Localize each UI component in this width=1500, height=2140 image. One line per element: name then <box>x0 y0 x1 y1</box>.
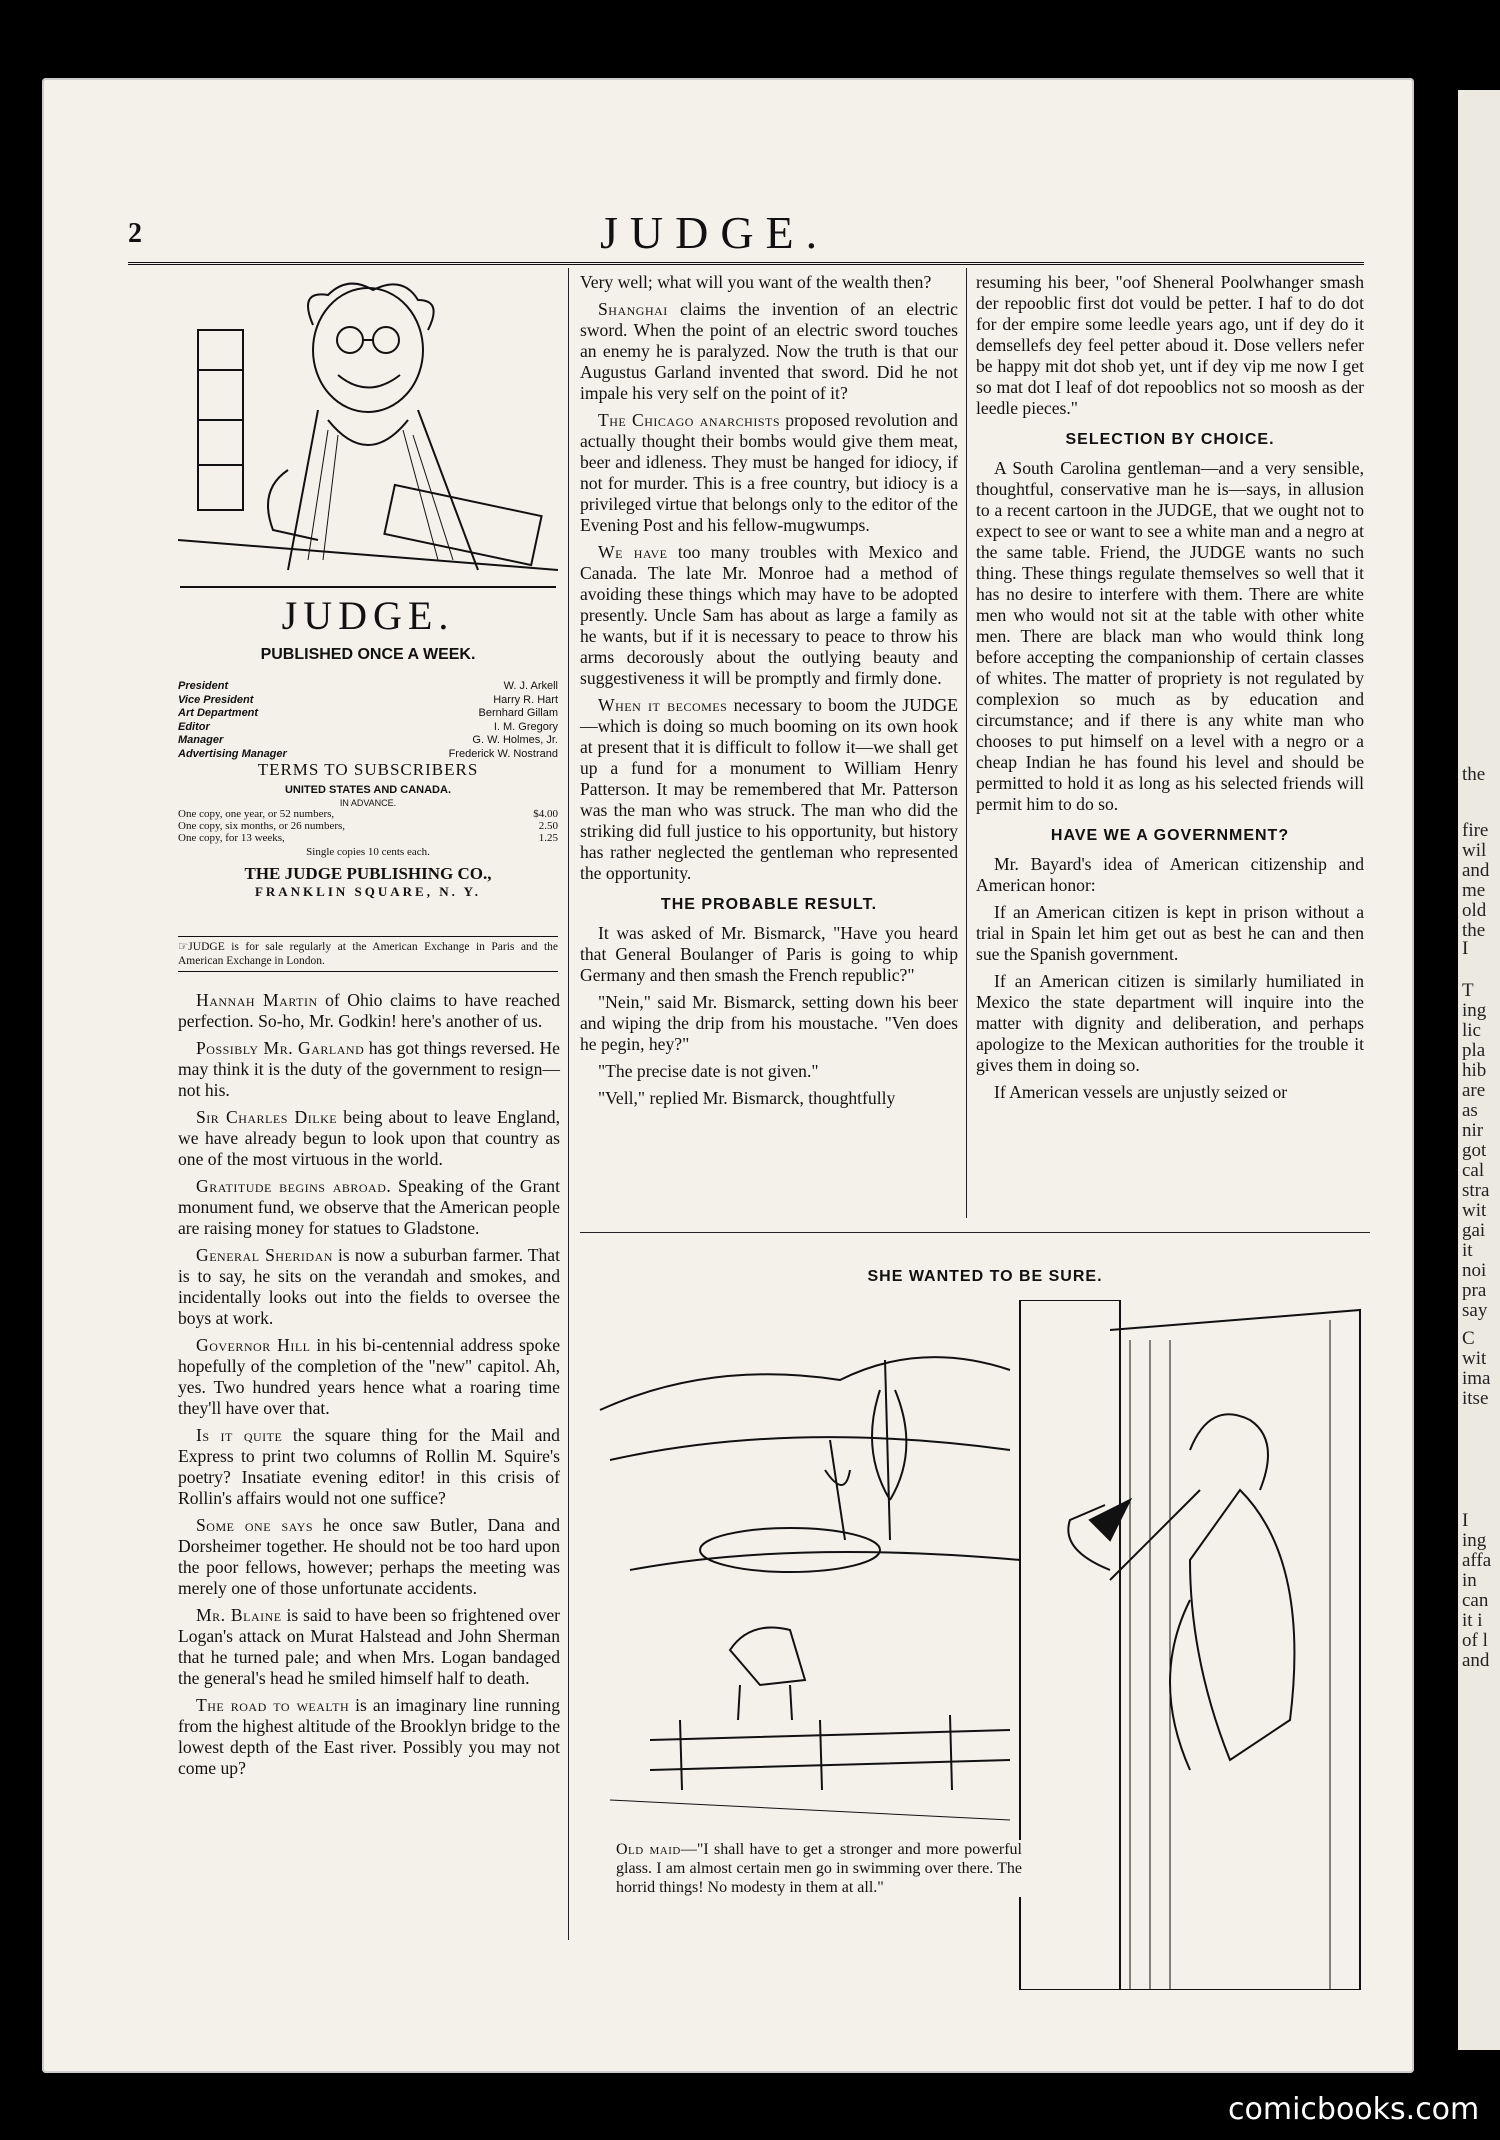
news-item <box>178 1425 560 1509</box>
staff-row <box>178 694 558 708</box>
sale-notice: ☞JUDGE is for sale regularly at the American Exchange in Paris and the American Exchange in London. <box>178 936 558 972</box>
news-item-text: proposed revolution and actually thought their bombs would give them meat, beer and idleness. They must be hanged for idiocy, if not for murder. This is a free country, but idiocy is a privileged virtue that belongs only to the editor of the Evening Post and his fellow-mugwumps. <box>580 410 958 535</box>
news-item-lead: Is it quite <box>196 1425 283 1445</box>
news-item <box>178 1515 560 1599</box>
price-list <box>178 808 558 844</box>
news-item-text: is an imaginary line running from the highest altitude of the Brooklyn bridge to the lowest depth of the East river. Possibly you may not come up? <box>178 1695 560 1778</box>
news-item-lead: Sir Charles Dilke <box>196 1107 338 1127</box>
publisher-name: THE JUDGE PUBLISHING CO., <box>244 864 492 883</box>
fragment-word: it <box>1462 1240 1473 1261</box>
news-item <box>178 1107 560 1170</box>
article-paragraph: If an American citizen is kept in prison without a trial in Spain let him get out as best he can and then sue the Spanish government. <box>976 902 1364 964</box>
publisher-address: FRANKLIN SQUARE, N. Y. <box>254 884 482 899</box>
section-heading: HAVE WE A GOVERNMENT? <box>1050 827 1290 844</box>
news-item-text: in his bi-centennial address spoke hopefully of the completion of the "new" capitol. Ah, yes. Two hundred years hence what a roaring time they'll have over that. <box>178 1335 560 1418</box>
fragment-word: say <box>1462 1300 1488 1321</box>
fragment-word: nir <box>1462 1120 1484 1141</box>
terms-advance: IN ADVANCE. <box>339 798 397 808</box>
news-item-text: too many troubles with Mexico and Canada. The late Mr. Monroe had a method of avoiding these things which may have to be adopted presently. Uncle Sam has about as large a family as he wants, but if it is necessary to peace to throw his arms decorously about the outlying beauty and suggestiveness it will be promptly and firmly done. <box>580 542 958 688</box>
fragment-word: the <box>1462 920 1486 941</box>
published-weekly: PUBLISHED ONCE A WEEK. <box>260 646 476 663</box>
masthead: JUDGE. <box>600 207 830 258</box>
staff-row <box>178 721 558 735</box>
fragment-word: I <box>1462 938 1469 959</box>
cartoon-top-rule <box>580 1232 1370 1233</box>
fragment-word: in <box>1462 1570 1477 1591</box>
next-page-strip <box>1458 90 1500 2050</box>
fragment-word: of l <box>1462 1630 1488 1651</box>
masthead-small: JUDGE. <box>180 586 556 639</box>
caption-speaker: Old maid <box>616 1841 681 1858</box>
continued-text: Very well; what will you want of the wealth then? <box>580 272 932 292</box>
news-item-lead: Gratitude begins abroad. <box>196 1176 392 1196</box>
continued-text: resuming his beer, "oof Sheneral Poolwhanger smash der repooblic first dot vould be petter. I haf to do dot for der empire some leedle years ago, unt if dey do it demsellefs dey feel petter aboud it. Dose vellers nefer be happy mit dot shob yet, unt if dey vip me now I get so mat dot I leaf of dot repooblics not so moosh as der leedle pieces." <box>976 272 1364 418</box>
column-divider-right <box>966 268 967 1218</box>
editor-portrait-illustration <box>178 270 558 580</box>
news-item-text: claims the invention of an electric sword. When the point of an electric sword touches an enemy he is paralyzed. Now the truth is that our Augustus Garland invented that sword. Did he not impale his very self on the point of it? <box>580 299 958 403</box>
header-rule <box>128 262 1364 265</box>
news-item <box>178 1038 560 1101</box>
news-item-lead: Governor Hill <box>196 1335 311 1355</box>
fragment-word: lic <box>1462 1020 1481 1041</box>
fragment-word: hib <box>1462 1060 1487 1081</box>
staff-row <box>178 734 558 748</box>
price-row <box>178 820 558 832</box>
news-item-lead: The road to wealth <box>196 1695 350 1715</box>
column-divider-left <box>568 268 569 1940</box>
fragment-word: pra <box>1462 1280 1487 1301</box>
middle-column-text <box>580 272 958 1115</box>
article-paragraph: If an American citizen is similarly humiliated in Mexico the state department will inquire into the matter with dignity and deliberation, and perhaps apologize to the Mexican authorities for the trouble it gives them in doing so. <box>976 971 1364 1075</box>
news-item-lead: Some one says <box>196 1515 314 1535</box>
article-paragraph: If American vessels are unjustly seized or <box>994 1082 1288 1102</box>
story-paragraph: "The precise date is not given." <box>598 1061 819 1081</box>
page-number: 2 <box>128 218 142 249</box>
news-item-lead: When it becomes <box>598 695 728 715</box>
news-item <box>580 695 958 884</box>
staff-list <box>178 680 558 761</box>
price-row <box>178 832 558 844</box>
news-item-text: Speaking of the Grant monument fund, we observe that the American people are raising money for statues to Gladstone. <box>178 1176 560 1238</box>
fragment-word: cal <box>1462 1160 1485 1181</box>
fragment-word: affa <box>1462 1550 1492 1571</box>
news-item-lead: We have <box>598 542 668 562</box>
staff-row <box>178 680 558 694</box>
story-paragraph: "Nein," said Mr. Bismarck, setting down his beer and wiping the drip from his moustache. "Ven does he pegin, hey?" <box>580 992 958 1054</box>
staff-name: I. M. Gregory <box>493 720 558 733</box>
fragment-word: wit <box>1462 1200 1487 1221</box>
staff-role: Vice President <box>178 693 254 706</box>
fragment-word: as <box>1462 1100 1478 1121</box>
news-item-text: of Ohio claims to have reached perfection. So-ho, Mr. Godkin! here's another of us. <box>178 990 560 1031</box>
watermark-text: comicbooks.com <box>1228 2092 1480 2127</box>
news-item-text: being about to leave England, we have already begun to look upon that country as one of the most virtuous in the world. <box>178 1107 561 1169</box>
subscription-terms <box>178 760 558 900</box>
price-value: 2.50 <box>538 820 558 832</box>
staff-name: Harry R. Hart <box>493 693 558 706</box>
cartoon-title: SHE WANTED TO BE SURE. <box>867 1268 1103 1285</box>
fragment-word: wil <box>1462 840 1487 861</box>
fragment-word: it i <box>1462 1610 1483 1631</box>
news-item <box>580 542 958 689</box>
staff-role: Editor <box>178 720 210 733</box>
staff-name: W. J. Arkell <box>503 680 558 692</box>
story-paragraph: "Vell," replied Mr. Bismarck, thoughtfully <box>598 1088 896 1108</box>
fragment-word: and <box>1462 860 1490 881</box>
fragment-word: can <box>1462 1590 1489 1611</box>
news-item-lead: Hannah Martin <box>196 990 318 1010</box>
story-paragraph: It was asked of Mr. Bismarck, "Have you heard that General Boulanger of Paris is going to whip Germany and then smash the French republic?" <box>580 923 958 985</box>
price-value: $4.00 <box>533 808 558 820</box>
terms-region: UNITED STATES AND CANADA. <box>284 784 451 796</box>
news-item-lead: Mr. Blaine <box>196 1605 282 1625</box>
staff-row <box>178 707 558 721</box>
price-row <box>178 808 558 820</box>
fragment-word: old <box>1462 900 1487 921</box>
news-item <box>178 1176 560 1239</box>
news-item-text: is now a suburban farmer. That is to say, he sits on the verandah and smokes, and incidentally looks out into the fields to oversee the boys at work. <box>178 1245 560 1328</box>
news-item-lead: Possibly Mr. Garland <box>196 1038 365 1058</box>
section-heading: SELECTION BY CHOICE. <box>1065 431 1275 448</box>
fragment-word: stra <box>1462 1180 1490 1201</box>
terms-title: TERMS TO SUBSCRIBERS <box>257 760 479 779</box>
news-item <box>178 1695 560 1779</box>
fragment-word: C <box>1462 1328 1475 1349</box>
right-column-text <box>976 272 1364 1109</box>
fragment-word: wit <box>1462 1348 1487 1369</box>
news-item <box>580 299 958 404</box>
news-item-text: has got things reversed. He may think it is the duty of the government to resign—not his. <box>178 1038 560 1100</box>
price-label: One copy, one year, or 52 numbers, <box>178 808 335 820</box>
news-item <box>178 1245 560 1329</box>
staff-role: Art Department <box>178 707 259 719</box>
staff-name: G. W. Holmes, Jr. <box>472 734 558 746</box>
fragment-word: got <box>1462 1140 1487 1161</box>
price-label: One copy, for 13 weeks, <box>178 832 285 844</box>
fragment-word: and <box>1462 1650 1490 1671</box>
fragment-word: ing <box>1462 1530 1487 1551</box>
caption-quote: —"I shall have to get a stronger and more powerful glass. I am almost certain men go in swimming over there. The horrid things! No modesty in them at all." <box>616 1841 1022 1896</box>
news-item <box>178 1605 560 1689</box>
fragment-word: I <box>1462 1510 1469 1531</box>
staff-role: President <box>178 680 229 692</box>
article-paragraph: Mr. Bayard's idea of American citizenship and American honor: <box>976 854 1364 895</box>
staff-row <box>178 748 558 762</box>
fragment-word: itse <box>1462 1388 1489 1409</box>
news-item-text: necessary to boom the JUDGE—which is doing so much booming on its own hook at present that it is difficult to follow it—we shall get up a fund for a monument to William Henry Patterson. It may be remembered that Mr. Patterson was the man who was struck. The man who did the striking did full justice to his opportunity, but history has rather neglected the gentleman who represented the opportunity. <box>580 695 958 883</box>
fragment-word: fire <box>1462 820 1489 841</box>
staff-role: Manager <box>178 734 224 746</box>
fragment-word: are <box>1462 1080 1486 1101</box>
staff-name: Bernhard Gillam <box>478 707 558 719</box>
news-item <box>178 1335 560 1419</box>
fragment-word: T <box>1462 980 1474 1001</box>
fragment-word: the <box>1462 764 1486 785</box>
news-item-text: he once saw Butler, Dana and Dorsheimer together. He should not be too hard upon the poor fellows, however; perhaps the meeting was merely one of those unfortunate accidents. <box>178 1515 560 1598</box>
staff-role: Advertising Manager <box>178 747 287 760</box>
news-item-lead: The Chicago anarchists <box>598 410 780 430</box>
left-column-text <box>178 990 560 1785</box>
article-paragraph: A South Carolina gentleman—and a very sensible, thoughtful, conservative man he is—says, in allusion to a recent cartoon in the JUDGE, that we ought not to expect to see or want to see a white man and a negro at the same table. Friend, the JUDGE wants no such thing. These things regulate themselves so well that it has no desire to interfere with them. There are white men who would not sit at the table with other white men. There are black man who would think long before accepting the companionship of certain classes of whites. The matter of propriety is not regulated by complexion so much as by education and circumstance; and if there is any white man who chooses to put himself on a level with a negro or a cheap Indian he has found his level and should be permitted to hold it as long as his selected friends will permit him to do so. <box>976 458 1364 814</box>
news-item-text: is said to have been so frightened over Logan's attack on Murat Halstead and John Sherman that he turned pale; and when Mrs. Logan bandaged the general's head he smiled himself half to death. <box>178 1605 560 1688</box>
fragment-word: me <box>1462 880 1486 901</box>
fragment-word: ima <box>1462 1368 1491 1389</box>
fragment-word: gai <box>1462 1220 1486 1241</box>
cartoon-caption <box>616 1840 1022 1897</box>
news-item-lead: General Sheridan <box>196 1245 333 1265</box>
fragment-word: pla <box>1462 1040 1486 1061</box>
section-heading: THE PROBABLE RESULT. <box>660 896 878 913</box>
news-item <box>178 990 560 1032</box>
staff-name: Frederick W. Nostrand <box>448 747 558 760</box>
single-copies: Single copies 10 cents each. <box>306 846 430 858</box>
news-item-lead: Shanghai <box>598 299 668 319</box>
news-item-text: the square thing for the Mail and Express to print two columns of Rollin M. Squire's poetry? Insatiate evening editor! in this crisis of Rollin's affairs would not one suffice? <box>178 1425 560 1508</box>
fragment-word: ing <box>1462 1000 1487 1021</box>
price-value: 1.25 <box>538 832 558 844</box>
price-label: One copy, six months, or 26 numbers, <box>178 820 346 832</box>
news-item <box>580 410 958 536</box>
fragment-word: noi <box>1462 1260 1487 1281</box>
